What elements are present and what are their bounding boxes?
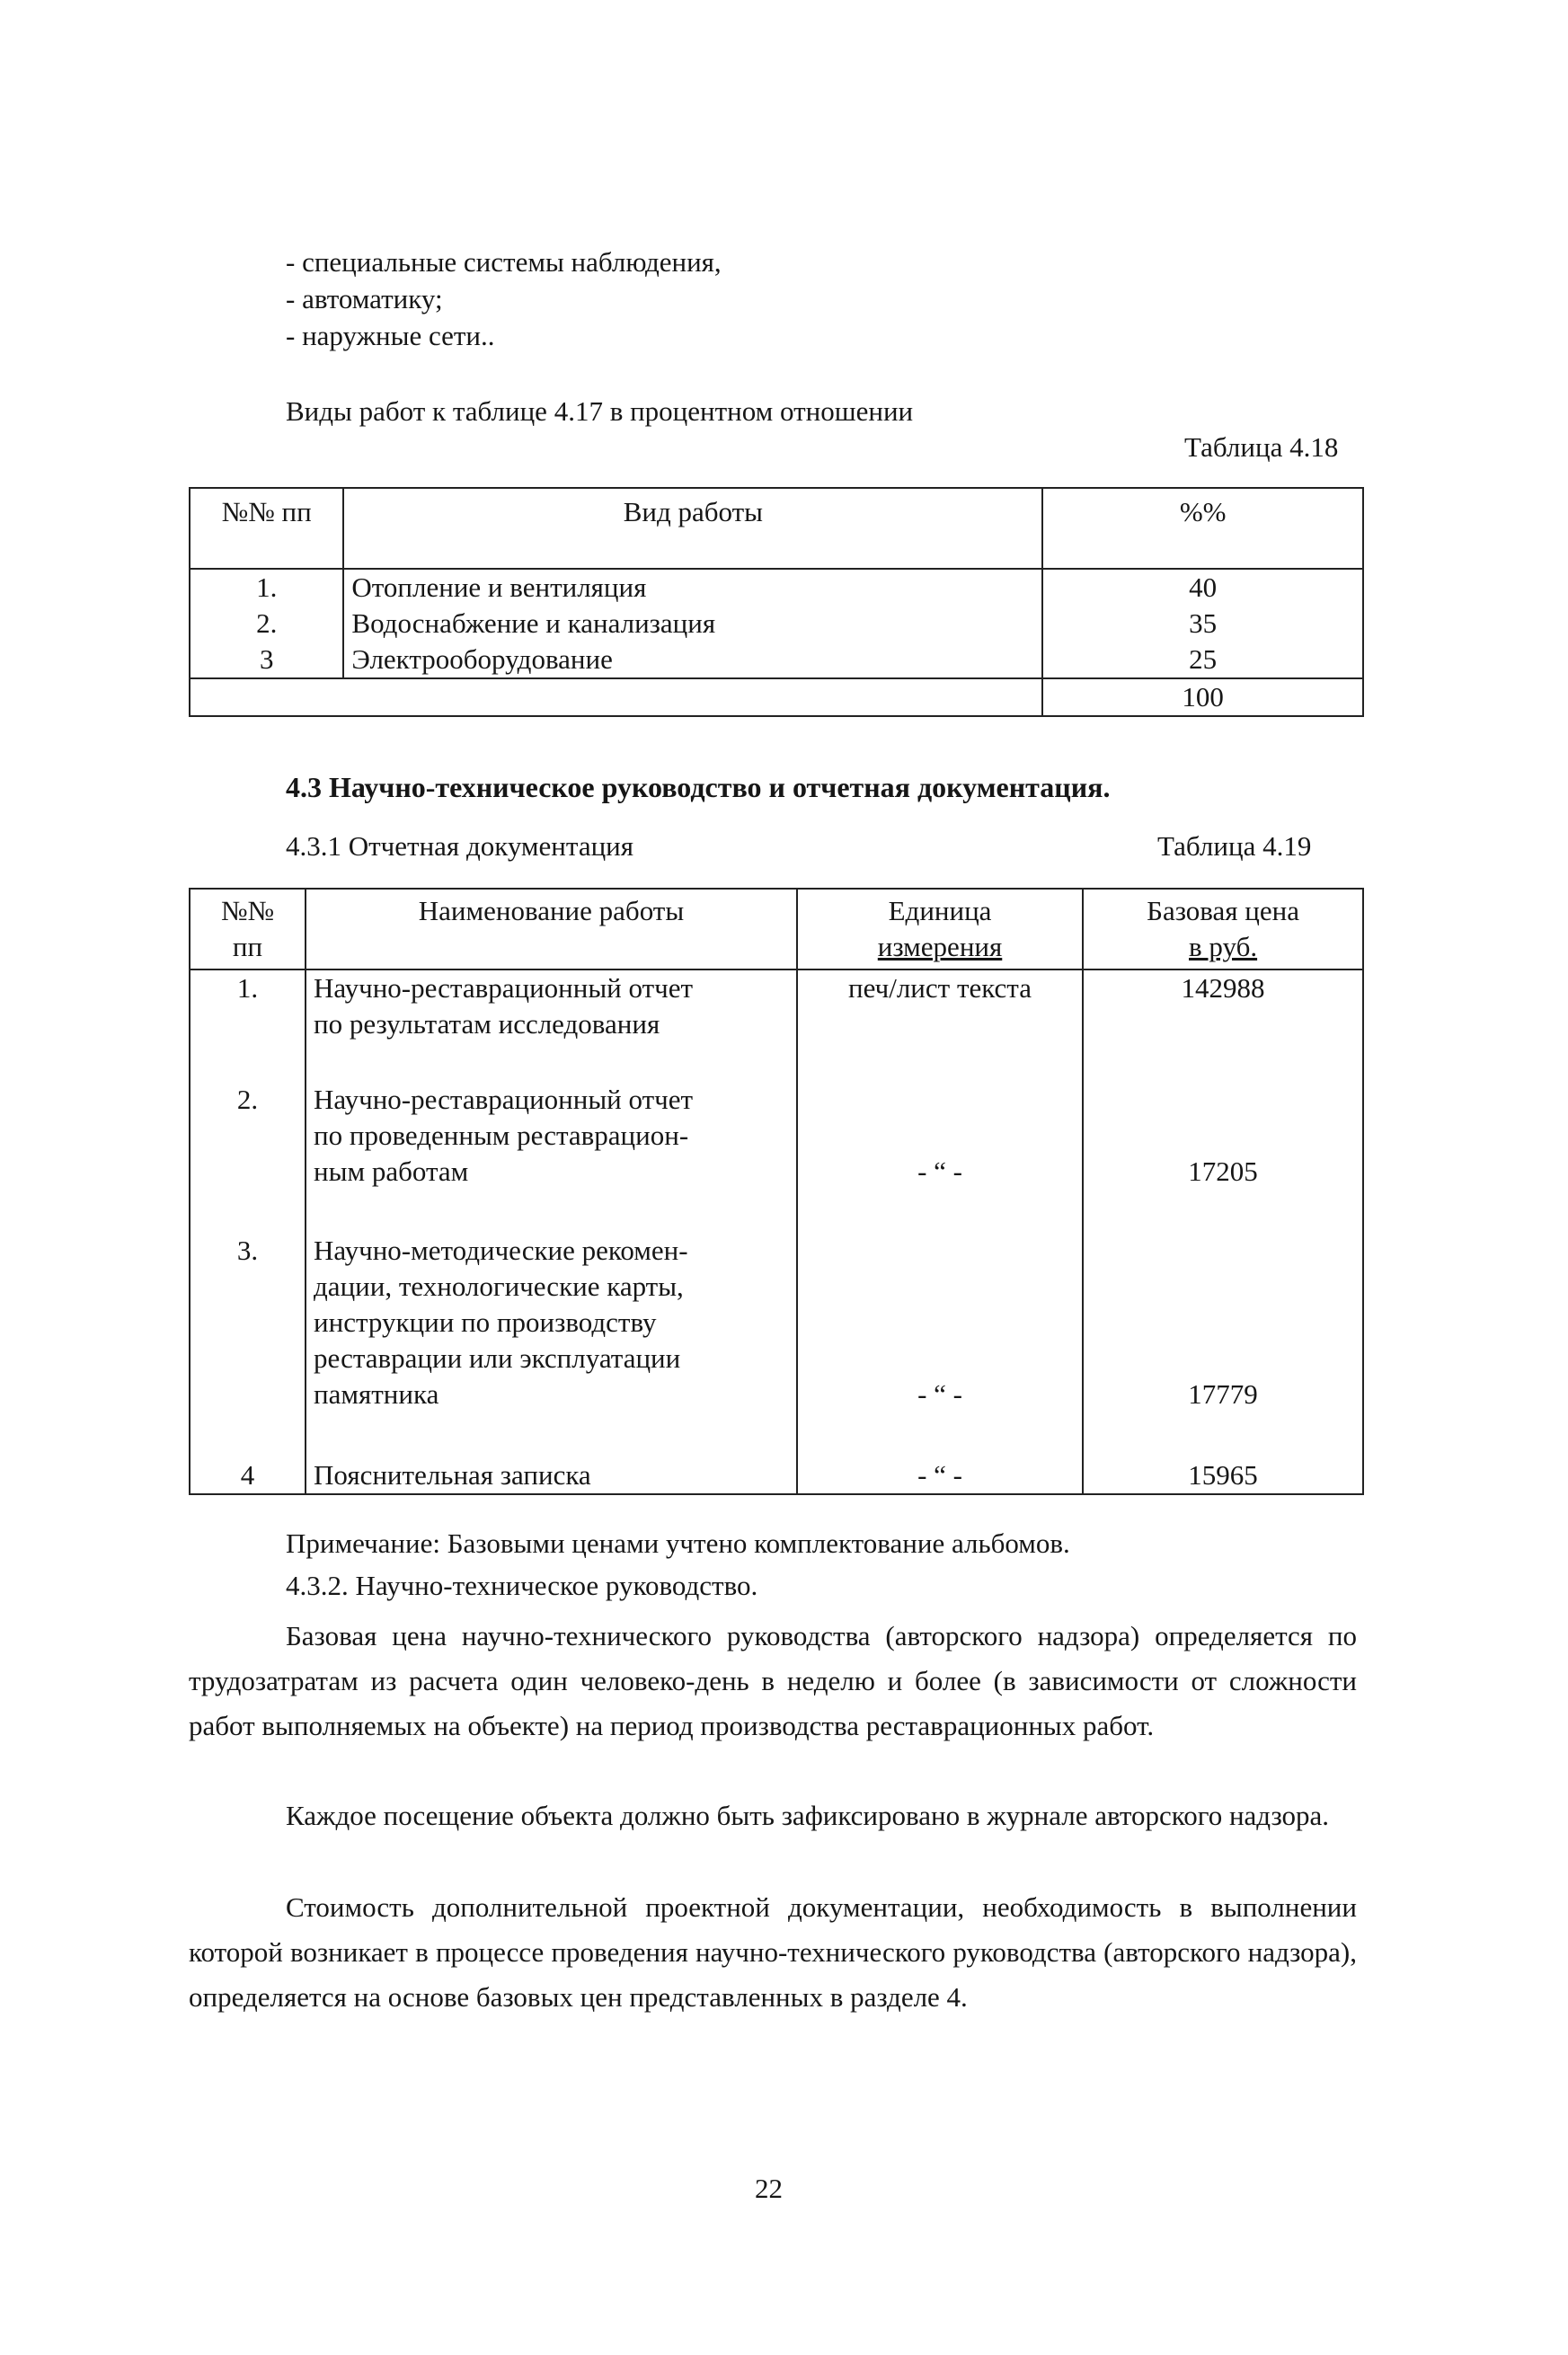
list-item: - наружные сети.. [286, 320, 495, 351]
row-number: 1. [190, 569, 343, 606]
table-row [190, 569, 1363, 606]
work-name-line: Научно-реставрационный отчет [314, 972, 694, 1004]
work-name-line: ным работам [314, 1155, 469, 1187]
row-work-type: Отопление и вентиляция [343, 569, 1042, 606]
table-418-intro: Виды работ к таблице 4.17 в процентном отношении [286, 395, 914, 427]
row-number: 3. [190, 1233, 306, 1457]
row-percent: 40 [1042, 569, 1363, 606]
paragraph-text: Стоимость дополнительной проектной документации, необходимость в выполнении которой возникает в процессе проведения научно-технического руководства (авторского надзора), определяется на основе базовых цен представленных в разделе 4. [189, 1891, 1357, 2013]
page-number: 22 [755, 2173, 783, 2204]
column-header-number [190, 889, 306, 969]
row-work-name [306, 1457, 797, 1494]
table-row [190, 1082, 1363, 1233]
total-percent: 100 [1042, 678, 1363, 716]
work-name-line: памятника [314, 1378, 439, 1410]
row-percent: 25 [1042, 642, 1363, 678]
column-header-work-type [343, 488, 1042, 569]
work-name-line: Научно-реставрационный отчет [314, 1084, 694, 1115]
header-text: Наименование работы [418, 895, 685, 926]
header-text: %% [1179, 496, 1227, 527]
row-unit: - “ - [797, 1082, 1083, 1233]
table-419-caption: Таблица 4.19 [1157, 830, 1312, 862]
subsection-heading: 4.3.1 Отчетная документация [286, 830, 634, 862]
header-text: Единица [888, 895, 992, 926]
table-row [190, 1457, 1363, 1494]
header-text: Вид работы [623, 496, 763, 527]
list-item: - специальные системы наблюдения, [286, 246, 722, 278]
table-row [190, 606, 1363, 642]
paragraph [189, 1885, 1357, 2020]
table-418 [189, 487, 1364, 717]
row-work-name [306, 1233, 797, 1457]
column-header-unit [797, 889, 1083, 969]
work-name-line: Научно-методические рекомен- [314, 1235, 688, 1266]
row-number: 2. [190, 606, 343, 642]
row-unit: - “ - [797, 1457, 1083, 1494]
row-unit: - “ - [797, 1233, 1083, 1457]
row-price: 142988 [1083, 969, 1363, 1082]
row-number: 1. [190, 969, 306, 1082]
table-418-caption: Таблица 4.18 [1184, 431, 1339, 463]
row-work-type: Водоснабжение и канализация [343, 606, 1042, 642]
subsection-heading-432: 4.3.2. Научно-техническое руководство. [286, 1570, 758, 1601]
row-number: 4 [190, 1457, 306, 1494]
table-total-row [190, 678, 1363, 716]
header-text: Базовая цена [1147, 895, 1299, 926]
work-name-line: инструкции по производству [314, 1306, 657, 1338]
header-text: №№ [220, 895, 275, 926]
header-text: №№ пп [221, 496, 312, 527]
row-number: 2. [190, 1082, 306, 1233]
paragraph-text: Каждое посещение объекта должно быть зафиксировано в журнале авторского надзора. [286, 1800, 1330, 1831]
table-row [190, 1233, 1363, 1457]
paragraph [189, 1793, 1357, 1838]
table-note: Примечание: Базовыми ценами учтено комплектование альбомов. [286, 1527, 1070, 1559]
work-name-line: Пояснительная записка [314, 1459, 591, 1491]
section-heading: 4.3 Научно-техническое руководство и отчетная документация. [286, 771, 1111, 803]
work-name-line: дации, технологические карты, [314, 1270, 684, 1302]
work-name-line: реставрации или эксплуатации [314, 1342, 681, 1374]
paragraph-text: Базовая цена научно-технического руководства (авторского надзора) определяется по трудозатратам из расчета один человеко-день в неделю и более (в зависимости от сложности работ выполняемых на объекте) на период производства реставрационных работ. [189, 1620, 1357, 1741]
header-text: пп [232, 931, 263, 962]
table-419 [189, 888, 1364, 1495]
work-name-line: по результатам исследования [314, 1008, 660, 1040]
row-percent: 35 [1042, 606, 1363, 642]
row-work-type: Электрооборудование [343, 642, 1042, 678]
column-header-percent [1042, 488, 1363, 569]
column-header-price [1083, 889, 1363, 969]
column-header-work-name [306, 889, 797, 969]
header-text: в руб. [1189, 931, 1258, 962]
table-row [190, 969, 1363, 1082]
row-number: 3 [190, 642, 343, 678]
row-price: 15965 [1083, 1457, 1363, 1494]
row-work-name [306, 1082, 797, 1233]
row-unit: печ/лист текста [797, 969, 1083, 1082]
list-item: - автоматику; [286, 283, 443, 314]
row-price: 17205 [1083, 1082, 1363, 1233]
column-header-number [190, 488, 343, 569]
table-row [190, 642, 1363, 678]
work-name-line: по проведенным реставрацион- [314, 1120, 689, 1151]
header-text: измерения [877, 931, 1003, 962]
row-price: 17779 [1083, 1233, 1363, 1457]
row-work-name [306, 969, 797, 1082]
paragraph [189, 1614, 1357, 1749]
total-label-cell [190, 678, 1042, 716]
